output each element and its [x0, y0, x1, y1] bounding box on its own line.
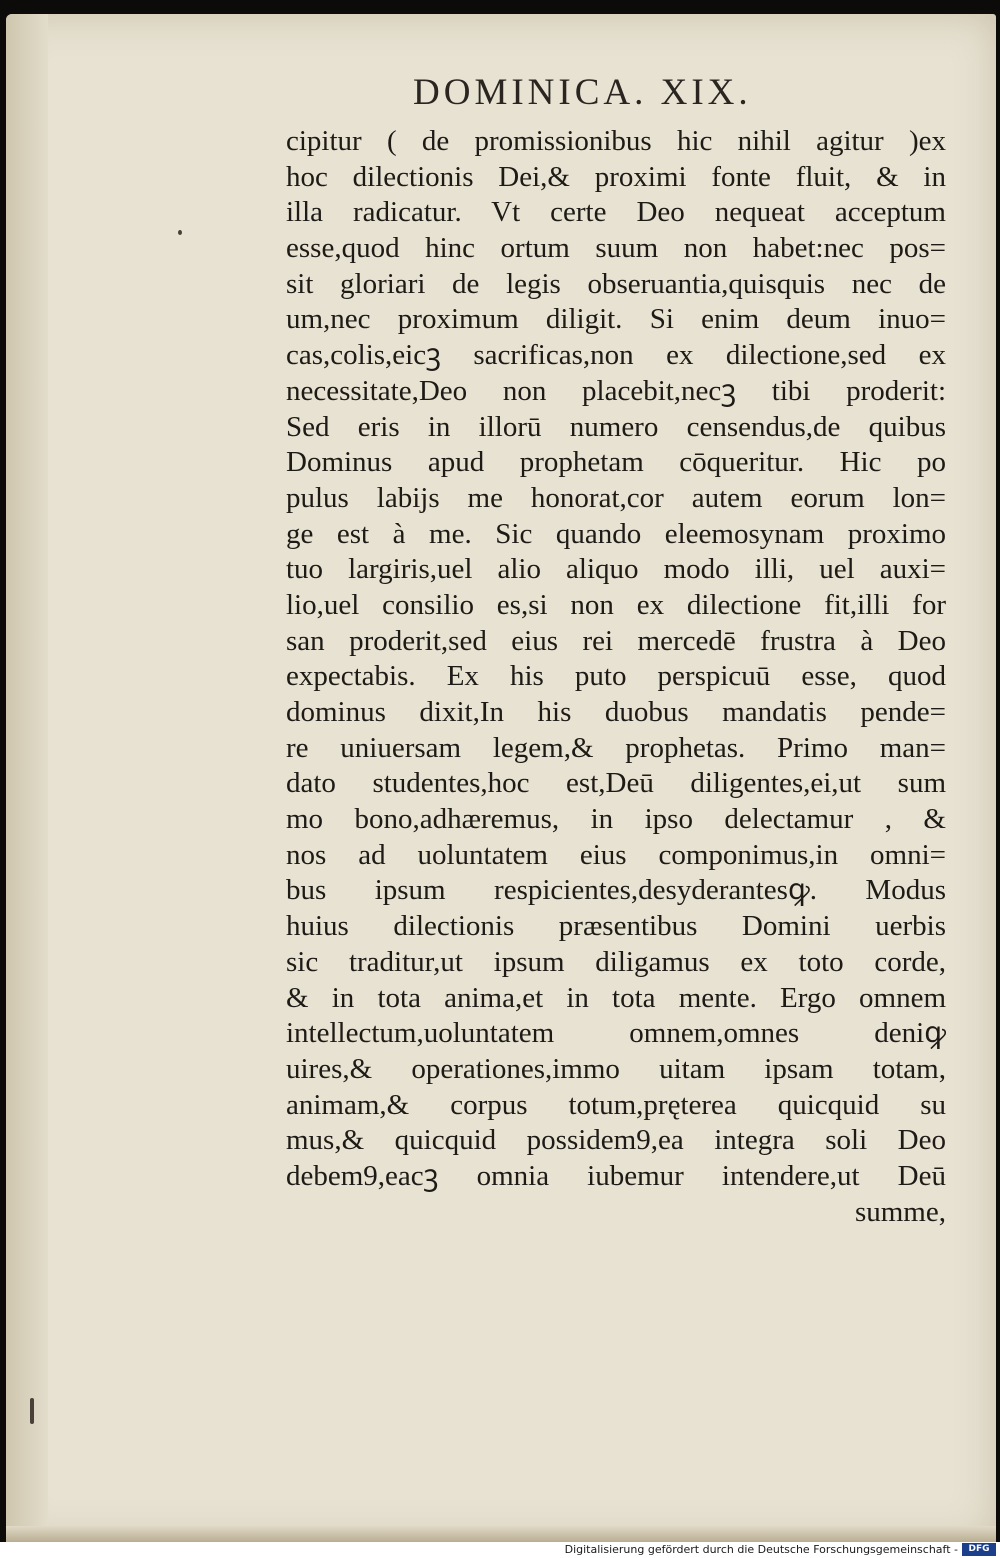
text-line: animam,& corpus totum,pręterea quicquid su	[286, 1088, 946, 1121]
text-line: hoc dilectionis Dei,& proximi fonte fluit, & in	[286, 160, 946, 193]
text-line: necessitate,Deo non placebit,necꝫ tibi proderit:	[286, 374, 946, 407]
text-line: uires,& operationes,immo uitam ipsam totam,	[286, 1052, 946, 1085]
text-line: ge est à me. Sic quando eleemosynam proximo	[286, 517, 946, 550]
text-line: sit gloriari de legis obseruantia,quisquis nec de	[286, 267, 946, 300]
text-line: tuo largiris,uel alio aliquo modo illi, uel auxi=	[286, 553, 946, 586]
text-line: mo bono,adhæremus, in ipso delectamur , &	[286, 803, 946, 836]
footer-credit: Digitalisierung gefördert durch die Deutsche Forschungsgemeinschaft -	[564, 1543, 958, 1556]
text-line: mus,& quicquid possidem9,ea integra soli Deo	[286, 1124, 946, 1157]
text-line: huius dilectionis præsentibus Domini uerbis	[286, 910, 946, 943]
text-line: lio,uel consilio es,si non ex dilectione fit,illi for	[286, 588, 946, 621]
text-line: intellectum,uoluntatem omnem,omnes deniꝙ	[286, 1017, 946, 1050]
text-line: expectabis. Ex his puto perspicuū esse, quod	[286, 660, 946, 693]
text-line: pulus labijs me honorat,cor autem eorum lon=	[286, 481, 946, 514]
running-header: DOMINICA. XIX.	[413, 72, 752, 113]
text-line: bus ipsum respicientes,desyderantesꝙ. Modus	[286, 874, 946, 907]
text-line: debem9,eacꝫ omnia iubemur intendere,ut Deū	[286, 1159, 946, 1192]
page-bottom-edge	[6, 1526, 996, 1542]
page-left-edge	[6, 14, 48, 1542]
dfg-logo: DFG	[962, 1543, 996, 1556]
text-line: esse,quod hinc ortum suum non habet:nec pos=	[286, 232, 946, 265]
text-line: san proderit,sed eius rei mercedē frustra à Deo	[286, 624, 946, 657]
text-line: Dominus apud prophetam cōqueritur. Hic po	[286, 446, 946, 479]
text-line: re uniuersam legem,& prophetas. Primo man=	[286, 731, 946, 764]
text-line: sic traditur,ut ipsum diligamus ex toto corde,	[286, 945, 946, 978]
text-line: nos ad uoluntatem eius componimus,in omni=	[286, 838, 946, 871]
body-text	[286, 124, 946, 1230]
text-line: & in tota anima,et in tota mente. Ergo omnem	[286, 981, 946, 1014]
text-line: summe,	[854, 1195, 946, 1228]
text-line: Sed eris in illorū numero censendus,de quibus	[286, 410, 946, 443]
ink-speck	[30, 1398, 34, 1424]
text-line: cas,colis,eicꝫ sacrificas,non ex dilectione,sed ex	[286, 339, 946, 372]
text-line: illa radicatur. Vt certe Deo nequeat acceptum	[286, 196, 946, 229]
ink-speck	[178, 230, 182, 235]
text-line: dominus dixit,In his duobus mandatis pende=	[286, 696, 946, 728]
text-line: dato studentes,hoc est,Deū diligentes,ei,ut sum	[286, 767, 946, 800]
digitization-footer	[0, 1542, 1000, 1558]
text-line: cipitur ( de promissionibus hic nihil agitur )ex	[286, 125, 946, 157]
text-line: um,nec proximum diligit. Si enim deum inuo=	[286, 303, 946, 336]
